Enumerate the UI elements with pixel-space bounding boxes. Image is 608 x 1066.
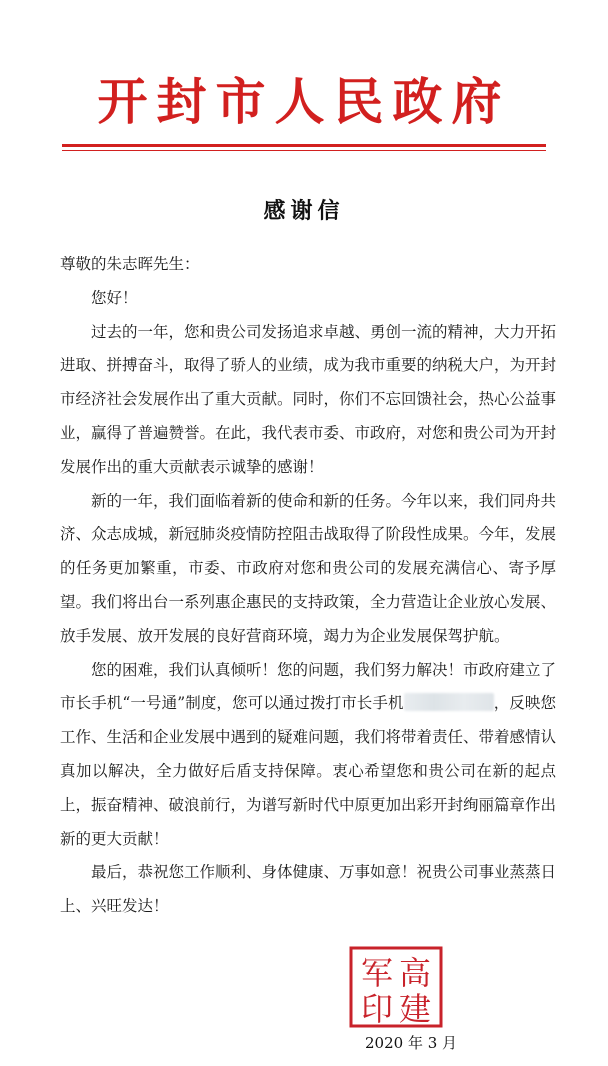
seal-stamp [347, 944, 445, 1030]
letter-date: 2020 年 3 月 [365, 1034, 458, 1052]
seal-char-4: 印 [360, 990, 394, 1028]
salutation: 尊敬的朱志晖先生： [60, 255, 200, 273]
paragraph-2: 新的一年，我们面临着新的使命和新的任务。今年以来，我们同舟共济、众志成城，新冠肺炎疫情防控阻击战取得了阶段性成果。今年，发展的任务更加繁重，市委、市政府对您和贵公司的发展充满信心、寄予厚望。我们将出台一系列惠企惠民的支持政策，全力营造让企业放心发展、放手发展、放开发展的良好营商环境，竭力为企业发展保驾护航。 [60, 491, 557, 645]
seal-char-2: 军 [360, 954, 394, 992]
closing-paragraph: 最后，恭祝您工作顺利、身体健康、万事如意！祝贵公司事业蒸蒸日上、兴旺发达！ [60, 863, 557, 916]
paragraph-1: 过去的一年，您和贵公司发扬追求卓越、勇创一流的精神，大力开拓进取、拼搏奋斗，取得了骄人的业绩，成为我市重要的纳税大户，为开封市经济社会发展作出了重大贡献。同时，你们不忘回馈社会，热心公益事业，赢得了普遍赞誉。在此，我代表市委、市政府，对您和贵公司为开封发展作出的重大贡献表示诚挚的感谢！ [60, 322, 557, 476]
letterhead-rule-thin [62, 150, 546, 151]
redacted-phone-number [404, 693, 494, 711]
letter-title: 感谢信 [263, 198, 345, 224]
letter-body [60, 248, 556, 924]
paragraph-3-before: 您的困难，我们认真倾听！您的问题，我们努力解决！市政府建立了市长手机“一号通”制度，您可以通过拨打市长手机 [60, 660, 557, 713]
seal-char-3: 建 [398, 990, 432, 1028]
greeting: 您好！ [91, 288, 138, 307]
letterhead-rule-thick [62, 144, 546, 147]
letterhead-title: 开封市人民政府 [97, 72, 511, 131]
seal-char-1: 高 [398, 954, 432, 992]
paragraph-3 [60, 654, 556, 857]
paragraph-3-after: ，反映您工作、生活和企业发展中遇到的疑难问题，我们将带着责任、带着感情认真加以解决，全力做好后盾支持保障。衷心希望您和贵公司在新的起点上，振奋精神、破浪前行，为谱写新时代中原更加出彩开封绚丽篇章作出新的更大贡献！ [60, 694, 557, 848]
